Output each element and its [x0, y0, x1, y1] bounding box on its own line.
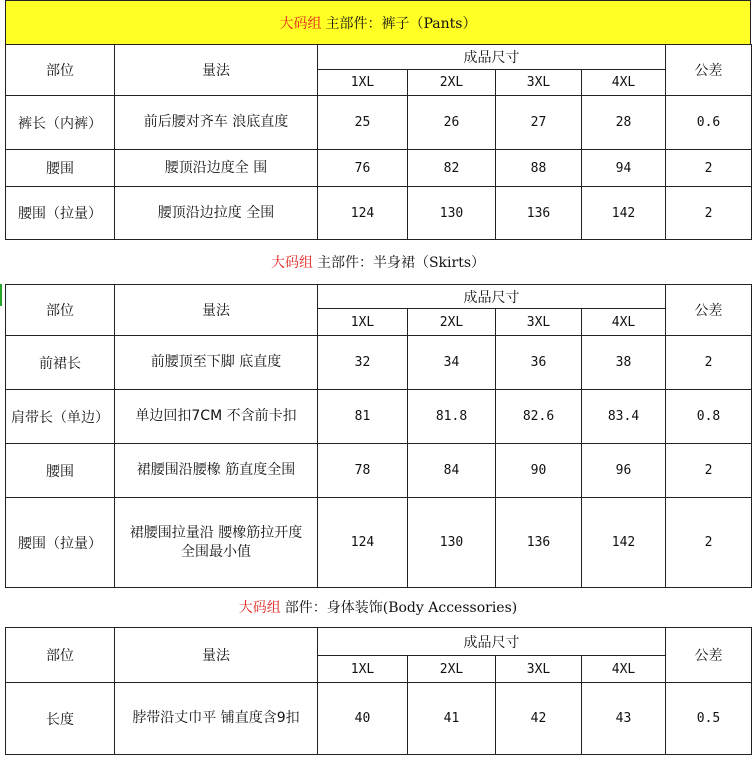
- header-finished-size: 成品尺寸: [318, 45, 666, 70]
- value-4xl: 96: [582, 444, 666, 498]
- table-row: [6, 96, 752, 150]
- header-row: [6, 45, 752, 70]
- value-4xl: 83.4: [582, 390, 666, 444]
- value-2xl: 82: [408, 150, 496, 187]
- part-cell: 裤长（内裤）: [6, 96, 115, 150]
- method-cell: 腰顶沿边度全 围: [115, 150, 318, 187]
- section-title-accessories: [5, 587, 751, 627]
- size-3xl: 3XL: [496, 309, 582, 336]
- value-2xl: 84: [408, 444, 496, 498]
- header-method: 量法: [115, 45, 318, 96]
- value-3xl: 136: [496, 187, 582, 240]
- value-1xl: 124: [318, 498, 408, 588]
- value-1xl: 25: [318, 96, 408, 150]
- part-cell: 腰围（拉量）: [6, 187, 115, 240]
- value-1xl: 40: [318, 683, 408, 755]
- value-1xl: 32: [318, 336, 408, 390]
- method-cell: 单边回扣7CM 不含前卡扣: [115, 390, 318, 444]
- skirts-spec-table: [5, 284, 752, 588]
- part-label: 主部件：裤子（Pants）: [325, 15, 477, 32]
- value-1xl: 124: [318, 187, 408, 240]
- value-2xl: 130: [408, 187, 496, 240]
- value-4xl: 142: [582, 498, 666, 588]
- size-4xl: 4XL: [582, 309, 666, 336]
- group-label: 大码组: [279, 15, 322, 32]
- tolerance-cell: 0.5: [666, 683, 752, 755]
- table-row: [6, 187, 752, 240]
- table-row: [6, 390, 752, 444]
- part-cell: 腰围（拉量）: [6, 498, 115, 588]
- size-2xl: 2XL: [408, 309, 496, 336]
- header-part: 部位: [6, 285, 115, 336]
- value-1xl: 76: [318, 150, 408, 187]
- part-cell: 腰围: [6, 150, 115, 187]
- value-3xl: 27: [496, 96, 582, 150]
- value-2xl: 130: [408, 498, 496, 588]
- header-tolerance: 公差: [666, 285, 752, 336]
- table-row: [6, 150, 752, 187]
- size-1xl: 1XL: [318, 309, 408, 336]
- method-cell: 腰顶沿边拉度 全围: [115, 187, 318, 240]
- method-cell: 裙腰围沿腰橡 筋直度全围: [115, 444, 318, 498]
- size-3xl: 3XL: [496, 70, 582, 96]
- value-1xl: 78: [318, 444, 408, 498]
- tolerance-cell: 0.6: [666, 96, 752, 150]
- part-label: 主部件：半身裙（Skirts）: [316, 254, 486, 271]
- section-title-skirts: [5, 239, 751, 284]
- header-method: 量法: [115, 628, 318, 683]
- value-2xl: 41: [408, 683, 496, 755]
- table-row: [6, 336, 752, 390]
- method-cell: 前后腰对齐车 浪底直度: [115, 96, 318, 150]
- tolerance-cell: 2: [666, 187, 752, 240]
- tolerance-cell: 0.8: [666, 390, 752, 444]
- tolerance-cell: 2: [666, 150, 752, 187]
- table-row: [6, 444, 752, 498]
- size-2xl: 2XL: [408, 656, 496, 683]
- value-4xl: 38: [582, 336, 666, 390]
- value-4xl: 28: [582, 96, 666, 150]
- size-2xl: 2XL: [408, 70, 496, 96]
- header-finished-size: 成品尺寸: [318, 285, 666, 309]
- tolerance-cell: 2: [666, 336, 752, 390]
- value-4xl: 142: [582, 187, 666, 240]
- header-finished-size: 成品尺寸: [318, 628, 666, 656]
- size-4xl: 4XL: [582, 70, 666, 96]
- tolerance-cell: 2: [666, 498, 752, 588]
- value-3xl: 42: [496, 683, 582, 755]
- pants-spec-table: [5, 44, 752, 240]
- header-row: [6, 285, 752, 309]
- value-4xl: 94: [582, 150, 666, 187]
- size-3xl: 3XL: [496, 656, 582, 683]
- cell-selection-marker: [0, 284, 2, 306]
- value-2xl: 81.8: [408, 390, 496, 444]
- group-label: 大码组: [270, 254, 313, 271]
- method-cell: 脖带沿丈巾平 铺直度含9扣: [115, 683, 318, 755]
- header-part: 部位: [6, 628, 115, 683]
- tolerance-cell: 2: [666, 444, 752, 498]
- method-line: 全围最小值: [181, 543, 251, 560]
- method-line: 裙腰围拉量沿 腰橡筋拉开度: [129, 524, 303, 541]
- table-row: [6, 683, 752, 755]
- value-3xl: 88: [496, 150, 582, 187]
- value-3xl: 90: [496, 444, 582, 498]
- value-2xl: 26: [408, 96, 496, 150]
- value-3xl: 82.6: [496, 390, 582, 444]
- header-method: 量法: [115, 285, 318, 336]
- value-2xl: 34: [408, 336, 496, 390]
- method-cell: [115, 498, 318, 588]
- value-4xl: 43: [582, 683, 666, 755]
- group-label: 大码组: [238, 600, 281, 616]
- header-part: 部位: [6, 45, 115, 96]
- method-cell: 前腰顶至下脚 底直度: [115, 336, 318, 390]
- value-3xl: 136: [496, 498, 582, 588]
- part-cell: 长度: [6, 683, 115, 755]
- size-1xl: 1XL: [318, 656, 408, 683]
- table-row: [6, 498, 752, 588]
- size-1xl: 1XL: [318, 70, 408, 96]
- part-cell: 肩带长（单边）: [6, 390, 115, 444]
- value-1xl: 81: [318, 390, 408, 444]
- part-cell: 前裙长: [6, 336, 115, 390]
- section-title-pants: [5, 0, 751, 45]
- header-tolerance: 公差: [666, 628, 752, 683]
- accessories-spec-table: [5, 627, 752, 755]
- value-3xl: 36: [496, 336, 582, 390]
- part-label: 部件：身体装饰(Body Accessories): [284, 600, 518, 616]
- part-cell: 腰围: [6, 444, 115, 498]
- header-tolerance: 公差: [666, 45, 752, 96]
- size-4xl: 4XL: [582, 656, 666, 683]
- header-row: [6, 628, 752, 656]
